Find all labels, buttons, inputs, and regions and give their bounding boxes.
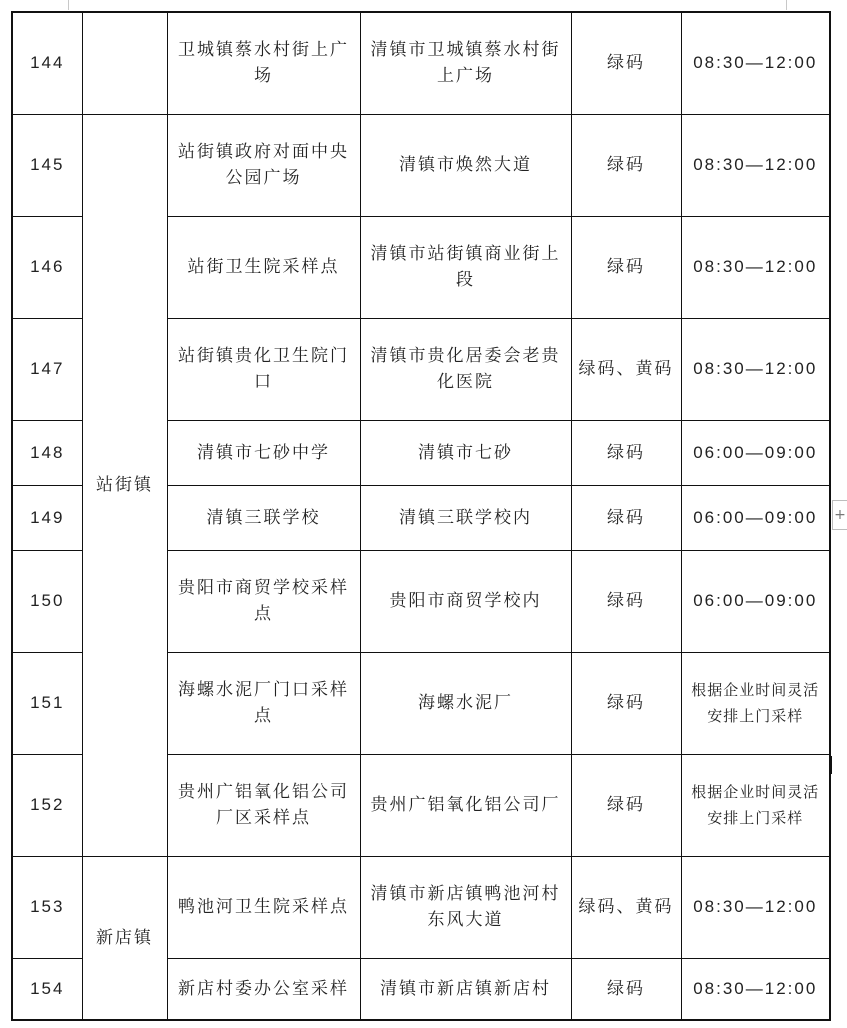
row-number: 154 <box>12 958 82 1020</box>
corner-crop-mark <box>786 0 787 10</box>
health-code: 绿码 <box>571 114 681 216</box>
sampling-time: 08:30—12:00 <box>681 318 830 420</box>
site-name: 新店村委办公室采样 <box>167 958 360 1020</box>
health-code: 绿码 <box>571 550 681 652</box>
site-address: 清镇市焕然大道 <box>360 114 571 216</box>
site-address: 清镇市站街镇商业街上段 <box>360 216 571 318</box>
health-code: 绿码 <box>571 12 681 114</box>
sampling-time: 08:30—12:00 <box>681 856 830 958</box>
health-code: 绿码 <box>571 958 681 1020</box>
site-address: 贵州广铝氧化铝公司厂 <box>360 754 571 856</box>
sampling-time: 08:30—12:00 <box>681 114 830 216</box>
health-code: 绿码、黄码 <box>571 856 681 958</box>
row-number: 152 <box>12 754 82 856</box>
health-code: 绿码 <box>571 485 681 550</box>
site-name: 卫城镇蔡水村街上广场 <box>167 12 360 114</box>
text-cursor-marker <box>829 756 832 774</box>
town-cell <box>82 12 167 114</box>
sampling-sites-table <box>11 11 831 1021</box>
row-number: 146 <box>12 216 82 318</box>
row-number: 145 <box>12 114 82 216</box>
site-address: 贵阳市商贸学校内 <box>360 550 571 652</box>
add-row-icon[interactable]: + <box>832 500 847 530</box>
table-row <box>12 856 830 958</box>
table-row <box>12 114 830 216</box>
health-code: 绿码 <box>571 754 681 856</box>
row-number: 148 <box>12 420 82 485</box>
site-address: 清镇市卫城镇蔡水村街上广场 <box>360 12 571 114</box>
site-address: 清镇市新店镇新店村 <box>360 958 571 1020</box>
sampling-time: 06:00—09:00 <box>681 420 830 485</box>
row-number: 153 <box>12 856 82 958</box>
sampling-time: 08:30—12:00 <box>681 12 830 114</box>
site-name: 站街镇政府对面中央公园广场 <box>167 114 360 216</box>
corner-crop-mark <box>68 0 69 10</box>
health-code: 绿码 <box>571 420 681 485</box>
town-cell: 新店镇 <box>82 856 167 1020</box>
sampling-time: 根据企业时间灵活安排上门采样 <box>681 754 830 856</box>
site-address: 清镇市贵化居委会老贵化医院 <box>360 318 571 420</box>
site-address: 清镇市七砂 <box>360 420 571 485</box>
sampling-time: 08:30—12:00 <box>681 216 830 318</box>
site-name: 鸭池河卫生院采样点 <box>167 856 360 958</box>
site-name: 站街镇贵化卫生院门口 <box>167 318 360 420</box>
site-name: 清镇三联学校 <box>167 485 360 550</box>
sampling-time: 06:00—09:00 <box>681 550 830 652</box>
site-name: 贵州广铝氧化铝公司厂区采样点 <box>167 754 360 856</box>
sampling-time: 08:30—12:00 <box>681 958 830 1020</box>
town-cell: 站街镇 <box>82 114 167 856</box>
row-number: 151 <box>12 652 82 754</box>
sampling-time: 06:00—09:00 <box>681 485 830 550</box>
site-name: 站街卫生院采样点 <box>167 216 360 318</box>
table-row <box>12 12 830 114</box>
site-address: 清镇三联学校内 <box>360 485 571 550</box>
sampling-time: 根据企业时间灵活安排上门采样 <box>681 652 830 754</box>
site-address: 海螺水泥厂 <box>360 652 571 754</box>
site-name: 贵阳市商贸学校采样点 <box>167 550 360 652</box>
health-code: 绿码 <box>571 652 681 754</box>
site-name: 清镇市七砂中学 <box>167 420 360 485</box>
health-code: 绿码 <box>571 216 681 318</box>
site-address: 清镇市新店镇鸭池河村东风大道 <box>360 856 571 958</box>
row-number: 149 <box>12 485 82 550</box>
health-code: 绿码、黄码 <box>571 318 681 420</box>
row-number: 147 <box>12 318 82 420</box>
row-number: 150 <box>12 550 82 652</box>
site-name: 海螺水泥厂门口采样点 <box>167 652 360 754</box>
row-number: 144 <box>12 12 82 114</box>
